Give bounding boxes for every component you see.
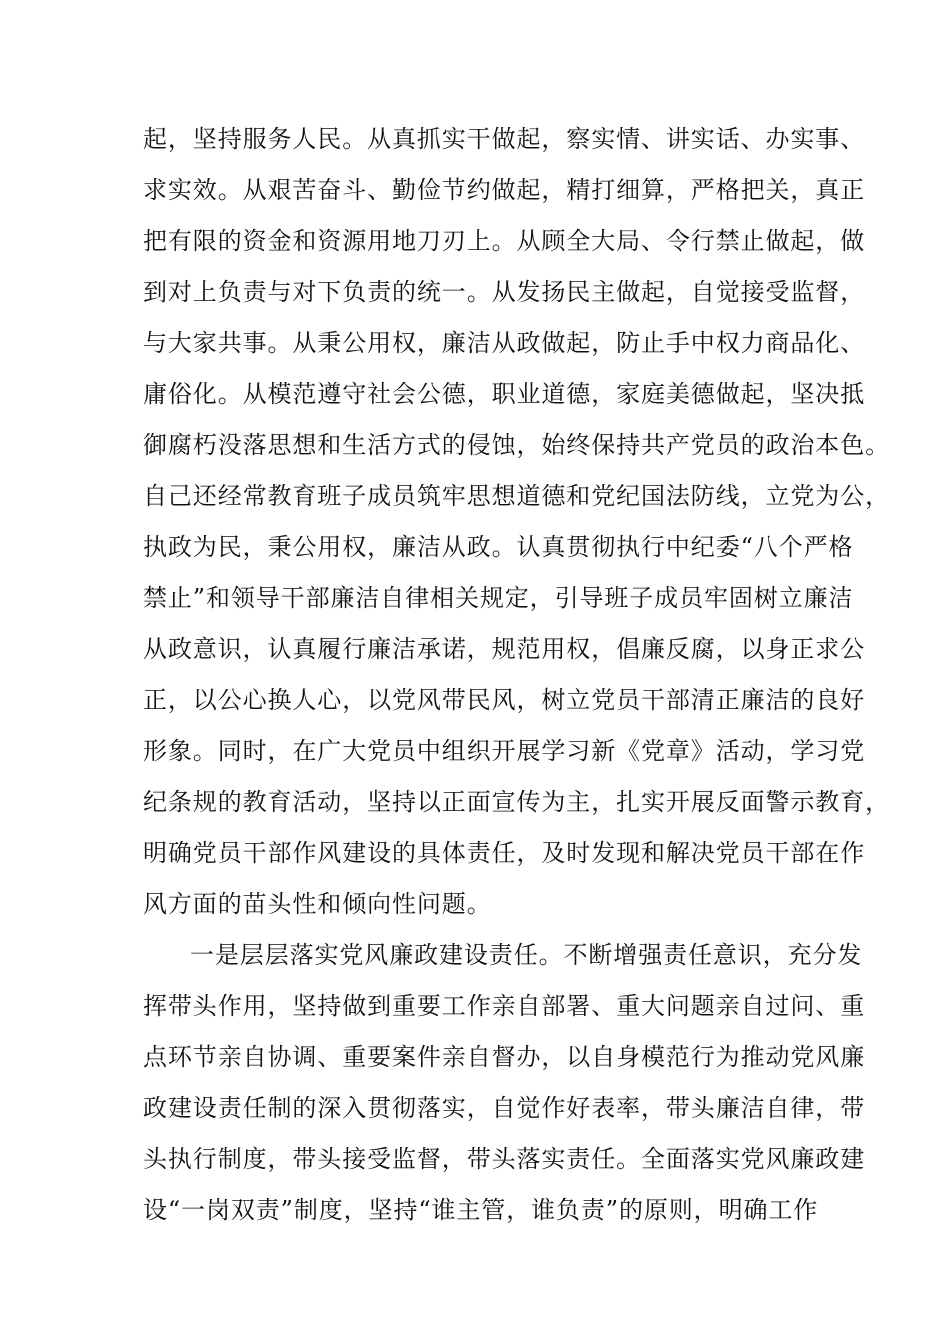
text-line: 与大家共事。从秉公用权，廉洁从政做起，防止手中权力商品化、 [143,329,866,357]
text-line: 从政意识，认真履行廉洁承诺，规范用权，倡廉反腐，以身正求公 [143,635,866,663]
text-line: 政建设责任制的深入贯彻落实，自觉作好表率，带头廉洁自律，带 [143,1094,866,1122]
text-line: 到对上负责与对下负责的统一。从发扬民主做起，自觉接受监督， [143,278,866,306]
text-line: 风方面的苗头性和倾向性问题。 [143,890,492,918]
text-line: 起，坚持服务人民。从真抓实干做起，察实情、讲实话、办实事、 [143,125,866,153]
text-line: 挥带头作用，坚持做到重要工作亲自部署、重大问题亲自过问、重 [143,992,866,1020]
text-line: 禁止”和领导干部廉洁自律相关规定，引导班子成员牢固树立廉洁 [143,584,854,612]
paragraph-start-line: 一是层层落实党风廉政建设责任。不断增强责任意识，充分发 [190,941,863,969]
text-line: 庸俗化。从模范遵守社会公德，职业道德，家庭美德做起，坚决抵 [143,380,866,408]
text-line: 点环节亲自协调、重要案件亲自督办，以自身模范行为推动党风廉 [143,1043,866,1071]
text-line: 形象。同时，在广大党员中组织开展学习新《党章》活动，学习党 [143,737,866,765]
text-line: 自己还经常教育班子成员筑牢思想道德和党纪国法防线，立党为公， [143,482,890,510]
text-line: 头执行制度，带头接受监督，带头落实责任。全面落实党风廉政建 [143,1145,866,1173]
text-line: 正，以公心换人心，以党风带民风，树立党员干部清正廉洁的良好 [143,686,866,714]
text-line: 设“一岗双责”制度，坚持“谁主管，谁负责”的原则，明确工作 [143,1196,819,1224]
text-line: 御腐朽没落思想和生活方式的侵蚀，始终保持共产党员的政治本色。 [143,431,890,459]
text-line: 执政为民，秉公用权，廉洁从政。认真贯彻执行中纪委“八个严格 [143,533,854,561]
text-line: 明确党员干部作风建设的具体责任，及时发现和解决党员干部在作 [143,839,866,867]
text-line: 把有限的资金和资源用地刀刃上。从顾全大局、令行禁止做起，做 [143,227,866,255]
text-line: 求实效。从艰苦奋斗、勤俭节约做起，精打细算，严格把关，真正 [143,176,866,204]
text-line: 纪条规的教育活动，坚持以正面宣传为主，扎实开展反面警示教育， [143,788,890,816]
